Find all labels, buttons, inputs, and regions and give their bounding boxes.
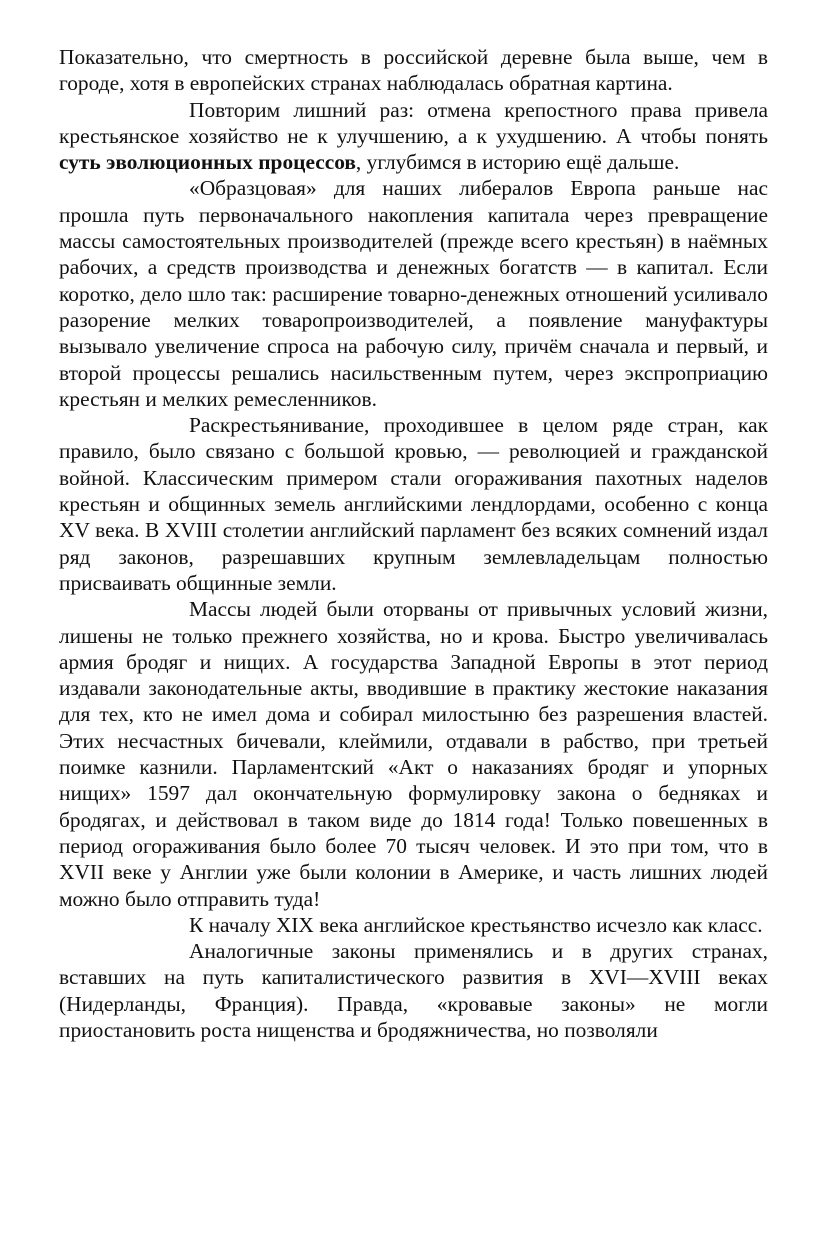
paragraph-text: Раскрестьянивание, проходившее в целом ряде стран, как правило, было связано с большой кровью, — революцией и гражданской войной. Классическим примером стали огораживания пахотных наделов крестьян и общинных земель английскими лендлордами, особенно с конца XV века. В XVIII столетии английский парламент без всяких сомнений издал ряд законов, разрешавших крупным землевладельцам полностью присваивать общинные земли.	[59, 413, 768, 595]
paragraph-similar-laws	[59, 938, 768, 1043]
paragraph-peasantry-disappeared	[59, 912, 768, 938]
paragraph-text: К началу XIX века английское крестьянство исчезло как класс.	[189, 912, 763, 937]
paragraph-text: «Образцовая» для наших либералов Европа раньше нас прошла путь первоначального накопления капитала через превращение массы самостоятельных производителей (прежде всего крестьян) в наёмных рабочих, а средств производства и денежных богатств — в капитал. Если коротко, дело шло так: расширение товарно-денежных отношений усиливало разорение мелких товаропроизводителей, а появление мануфактуры вызывало увеличение спроса на рабочую силу, причём сначала и первый, и второй процессы решались насильственным путем, через экспроприацию крестьян и мелких ремесленников.	[59, 176, 768, 411]
paragraph-text: Аналогичные законы применялись и в других странах, вставших на путь капиталистического развития в XVI—XVIII веках (Нидерланды, Франция). Правда, «кровавые законы» не могли приостановить роста нищенства и бродяжничества, но позволяли	[59, 939, 768, 1042]
paragraph-capital-accumulation	[59, 175, 768, 412]
bold-phrase: суть эволюционных процессов	[59, 150, 356, 175]
paragraph-text: , углубимся в историю ещё дальше.	[355, 150, 680, 175]
paragraph-text: Повторим лишний раз: отмена крепостного права привела крестьянское хозяйство не к улучшению, а к ухудшению. А чтобы понять	[59, 97, 768, 148]
paragraph-vagrants	[59, 596, 768, 912]
paragraph-text: Показательно, что смертность в российской деревне была выше, чем в городе, хотя в европейских странах наблюдалась обратная картина.	[59, 45, 768, 96]
document-page	[59, 44, 768, 1043]
paragraph-text: Массы людей были оторваны от привычных условий жизни, лишены не только прежнего хозяйства, но и крова. Быстро увеличивалась армия бродяг и нищих. А государства Западной Европы в этот период издавали законодательные акты, вводившие в практику жестокие наказания для тех, кто не имел дома и собирал милостыню без разрешения властей. Этих несчастных бичевали, клеймили, отдавали в рабство, при третьей поимке казнили. Парламентский «Акт о наказаниях бродяг и упорных нищих» 1597 дал окончательную формулировку закона о бедняках и бродягах, и действовал в таком виде до 1814 года! Только повешенных в период огораживания было более 70 тысяч человек. И это при том, что в XVII веке у Англии уже были колонии в Америке, и часть лишних людей можно было отправить туда!	[59, 597, 768, 911]
paragraph-mortality	[59, 44, 768, 97]
paragraph-serfdom-abolition	[59, 97, 768, 176]
paragraph-depeasantization	[59, 412, 768, 596]
